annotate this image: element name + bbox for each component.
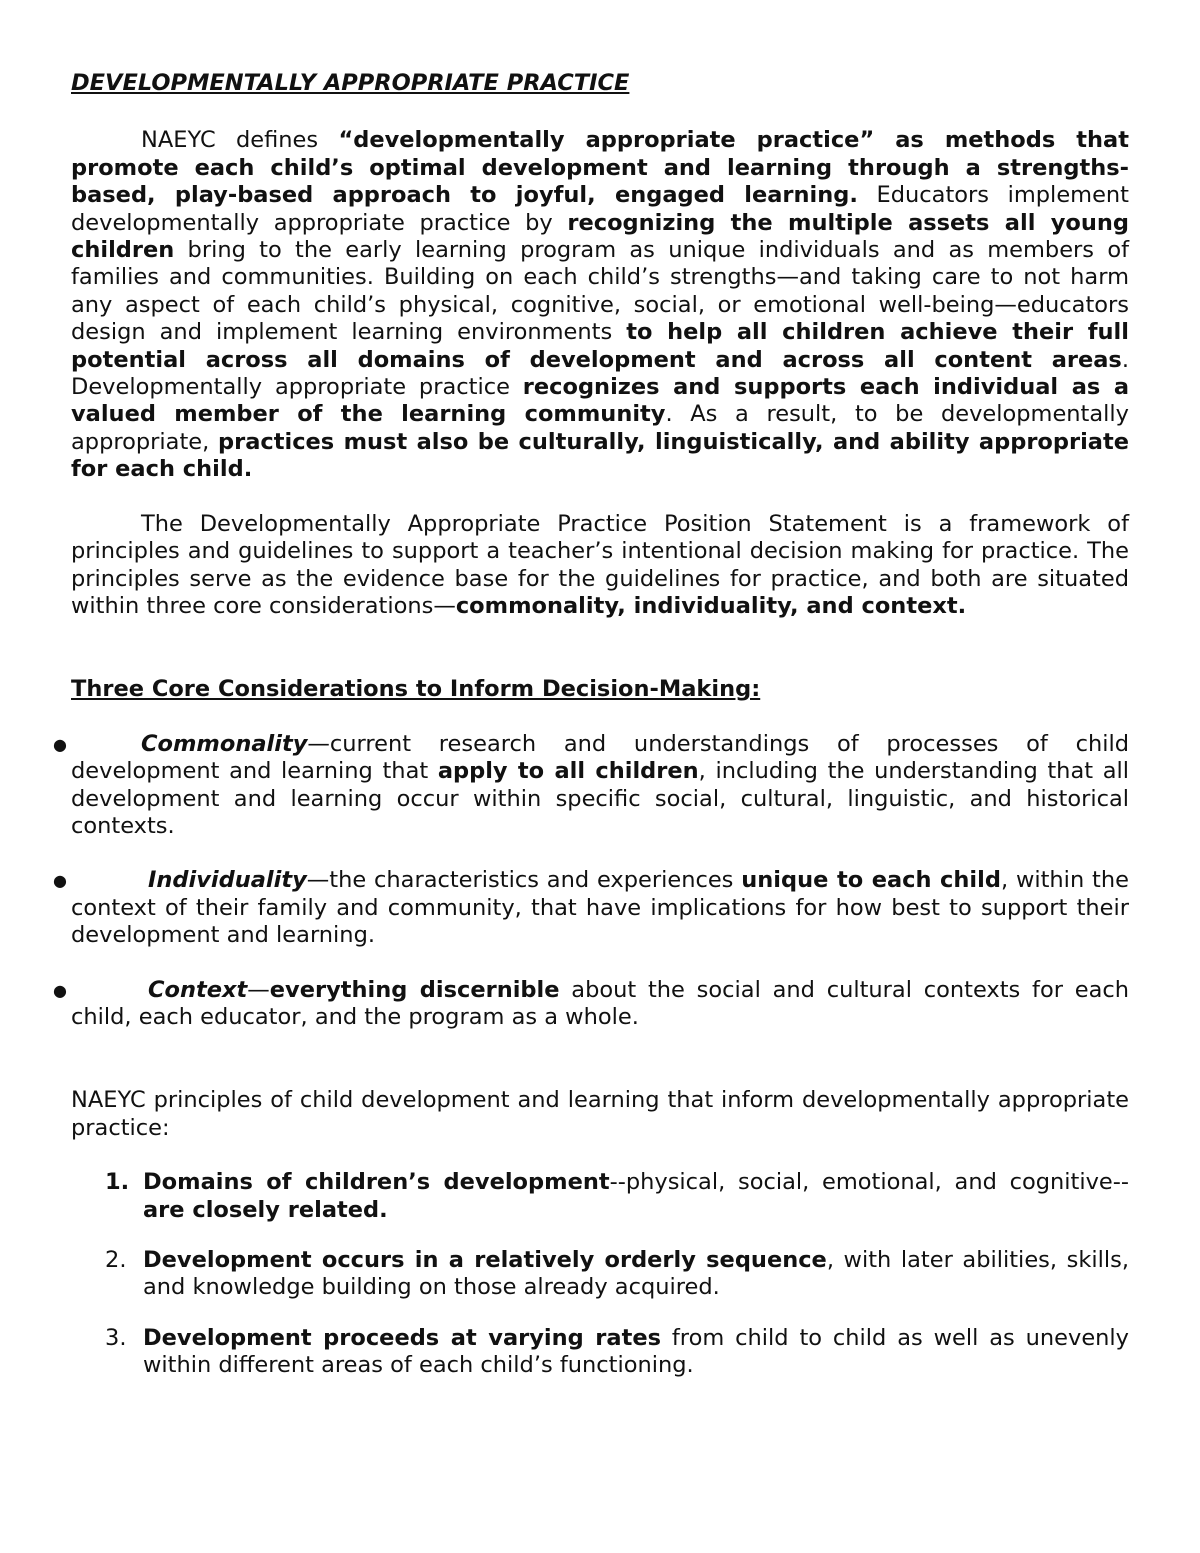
- text-run: --physical, social, emotional, and cognitive--: [609, 1169, 1129, 1196]
- text-run: from child to child as well as unevenly within different areas of each child’s functioning.: [143, 1324, 1129, 1379]
- text-run: , with later abilities, skills, and knowledge building on those already acquired.: [143, 1247, 1129, 1301]
- principle-item-1: [105, 1169, 1129, 1224]
- list-number: 1.: [105, 1169, 130, 1196]
- bullet-term: Context: [148, 976, 248, 1003]
- bold-run: unique to each child: [741, 867, 1001, 894]
- text-run: The Developmentally Appropriate Practice Position Statement is a framework of principles and guidelines to support a teacher’s intentional decision making for practice. The principles serve as the evidence base for the guidelines for practice, and both are situated within three core considerations—: [71, 510, 1129, 619]
- bullet-item-individuality: [53, 867, 1129, 949]
- text-run: , including the understanding that all development and learning occur within specific social, cultural, linguistic, and historical contexts.: [71, 758, 1129, 839]
- bullet-icon: ●: [53, 734, 67, 754]
- bold-run: practices must also be culturally, linguistically, and ability appropriate for each child.: [71, 428, 1129, 483]
- bullet-icon: ●: [53, 871, 67, 891]
- bold-run: Domains of children’s development: [143, 1169, 610, 1196]
- list-number: 3.: [105, 1324, 127, 1351]
- bold-run: Development proceeds at varying rates: [143, 1324, 661, 1351]
- document-title: DEVELOPMENTALLY APPROPRIATE PRACTICE: [71, 70, 630, 96]
- text-run: . Developmentally appropriate practice: [71, 346, 1129, 401]
- bold-run: are closely related.: [143, 1196, 388, 1223]
- text-run: —the characteristics and experiences: [306, 867, 742, 894]
- bold-run: to help all children achieve their full potential across all domains of development and across all content areas: [71, 319, 1129, 373]
- section-heading: Three Core Considerations to Inform Decision-Making:: [71, 676, 761, 703]
- text-run: bring to the early learning program as unique individuals and as members of families and communities. Building on each child’s strengths—and taking care to not harm any aspect of each child’s physical, cognitive, social, or emotional well-being—educators design and implement learning environments: [71, 237, 1129, 346]
- bullet-term: Individuality: [148, 867, 307, 894]
- framework-paragraph: [71, 511, 1129, 621]
- bold-run: recognizes and supports each individual as a valued member of the learning community: [71, 374, 1130, 428]
- bullet-item-commonality: [53, 730, 1129, 841]
- bullet-term: Commonality: [141, 730, 308, 757]
- principle-item-2: [105, 1247, 1129, 1302]
- list-number: 2.: [105, 1247, 127, 1273]
- bullet-item-context: [53, 976, 1129, 1032]
- principles-intro: NAEYC principles of child development and learning that inform developmentally appropriate practice:: [71, 1087, 1129, 1141]
- bold-run: recognizing the multiple assets all young children: [71, 209, 1130, 264]
- text-run: about the social and cultural contexts for each child, each educator, and the program as a whole.: [71, 976, 1129, 1030]
- bold-run: apply to all children: [437, 758, 699, 785]
- bold-run: commonality, individuality, and context.: [455, 592, 967, 619]
- text-run: . As a result, to be developmentally appropriate,: [71, 401, 1129, 455]
- bold-run: everything discernible: [269, 976, 560, 1003]
- text-run: NAEYC defines: [141, 127, 339, 154]
- principle-item-3: [105, 1324, 1129, 1380]
- bold-run: Development occurs in a relatively orderly sequence: [143, 1247, 827, 1273]
- text-run: —current research and understandings of processes of child development and learning that: [71, 730, 1129, 785]
- bold-run: “developmentally appropriate practice” as methods that promote each child’s optimal development and learning through a strengths-based, play-based approach to joyful, engaged learning.: [71, 127, 1129, 209]
- text-run: Educators implement developmentally appropriate practice by: [71, 182, 1129, 236]
- bullet-icon: ●: [53, 980, 67, 1000]
- text-run: —: [247, 976, 270, 1003]
- text-run: , within the context of their family and community, that have implications for how best to support their development and learning.: [71, 867, 1129, 949]
- document-body: [53, 70, 1130, 1380]
- definition-paragraph: [71, 127, 1129, 483]
